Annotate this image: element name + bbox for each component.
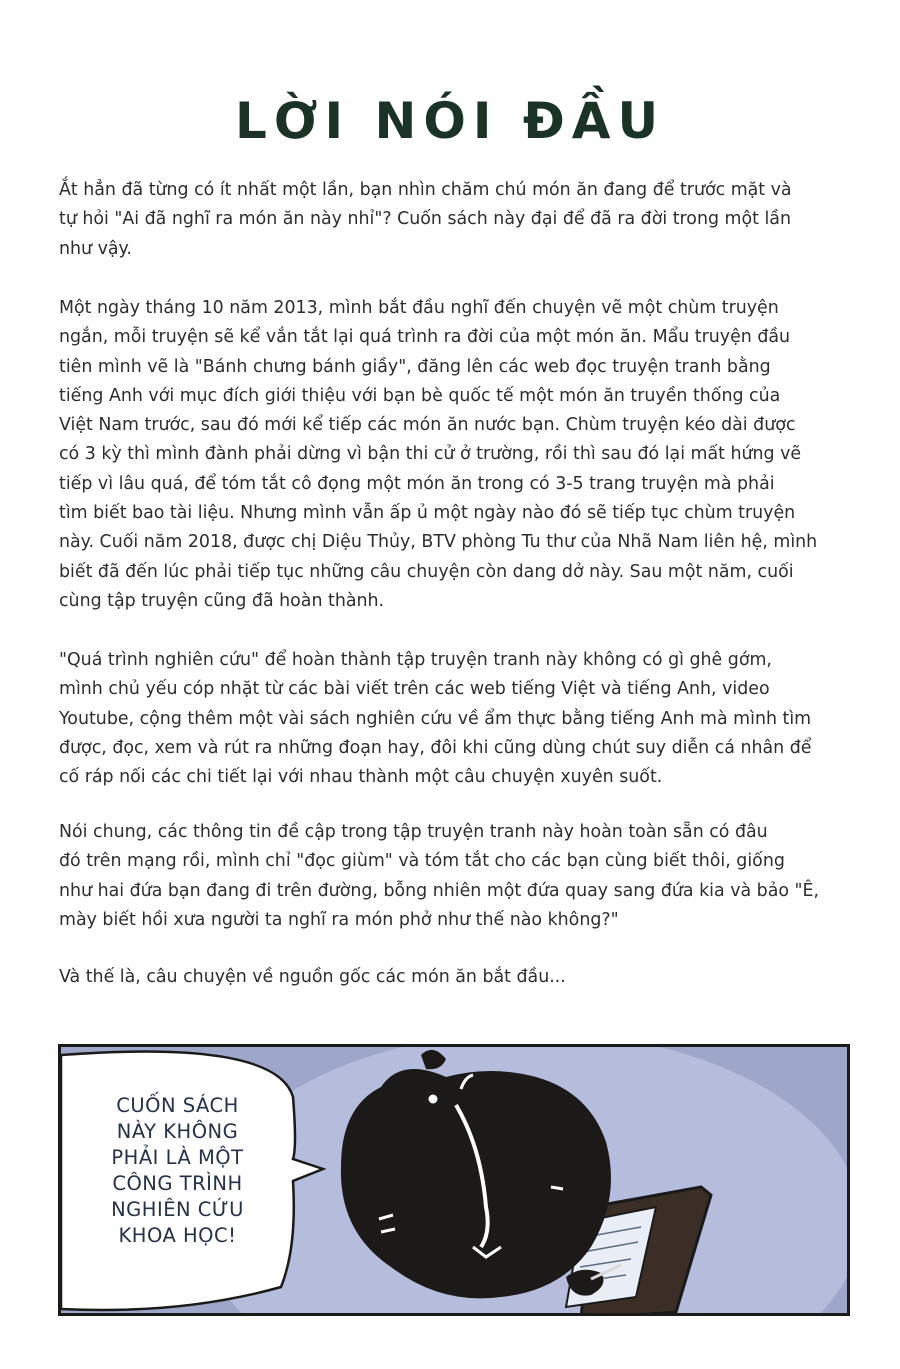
bubble-line: PHẢI LÀ MỘT — [111, 1146, 244, 1169]
text-line: Nói chung, các thông tin đề cập trong tập truyện tranh này hoàn toàn sẵn có đâu — [59, 822, 768, 842]
bubble-line: NÀY KHÔNG — [116, 1120, 239, 1143]
text-line: tiếp vì lâu quá, để tóm tắt cô đọng một món ăn trong có 3-5 trang truyện mà phải — [59, 473, 775, 494]
bubble-line: NGHIÊN CỨU — [111, 1198, 244, 1221]
text-line: biết đã đến lúc phải tiếp tục những câu chuyện còn dang dở này. Sau một năm, cuối — [59, 561, 794, 582]
character-eye — [429, 1095, 438, 1104]
character-mark — [551, 1187, 563, 1189]
paragraph-5 — [59, 963, 849, 992]
text-line: được, đọc, xem và rút ra những đoạn hay, đôi khi cũng dùng chút suy diễn cá nhân để — [59, 737, 812, 758]
text-line: Ắt hẳn đã từng có ít nhất một lần, bạn nhìn chăm chú món ăn đang để trước mặt và — [59, 180, 792, 200]
text-line: tự hỏi "Ai đã nghĩ ra món ăn này nhỉ"? Cuốn sách này đại để đã ra đời trong một lần — [59, 209, 791, 230]
paragraph-2 — [59, 294, 849, 616]
bubble-line: CÔNG TRÌNH — [112, 1172, 243, 1195]
text-line: cùng tập truyện cũng đã hoàn thành. — [59, 590, 385, 611]
text-line: như hai đứa bạn đang đi trên đường, bỗng nhiên một đứa quay sang đứa kia và bảo "Ê, — [59, 880, 820, 901]
paragraph-4 — [59, 818, 849, 935]
text-line: mình chủ yếu cóp nhặt từ các bài viết trên các web tiếng Việt và tiếng Anh, video — [59, 679, 770, 700]
text-line: đó trên mạng rồi, mình chỉ "đọc giùm" và tóm tắt cho các bạn cùng biết thôi, giống — [59, 851, 785, 872]
text-line: "Quá trình nghiên cứu" để hoàn thành tập truyện tranh này không có gì ghê gớm, — [59, 650, 772, 670]
bubble-line: CUỐN SÁCH — [116, 1094, 239, 1117]
text-line: Một ngày tháng 10 năm 2013, mình bắt đầu nghĩ đến chuyện vẽ một chùm truyện — [59, 298, 779, 318]
text-line: như vậy. — [59, 238, 132, 259]
text-line: tiếng Anh với mục đích giới thiệu với bạn bè quốc tế một món ăn truyền thống của — [59, 385, 781, 406]
speech-bubble-text — [95, 1093, 260, 1249]
text-line: này. Cuối năm 2018, được chị Diệu Thủy, BTV phòng Tu thư của Nhã Nam liên hệ, mình — [59, 532, 818, 553]
paragraph-3 — [59, 646, 849, 792]
text-line: có 3 kỳ thì mình đành phải dừng vì bận thi cử ở trường, rồi thì sau đó lại mất hứng vẽ — [59, 444, 802, 465]
text-line: Và thế là, câu chuyện về nguồn gốc các món ăn bắt đầu... — [59, 967, 566, 987]
page-title: LỜI NÓI ĐẦU — [234, 92, 666, 150]
text-line: cố ráp nối các chi tiết lại với nhau thành một câu chuyện xuyên suốt. — [59, 767, 663, 788]
paragraph-1 — [59, 176, 849, 264]
text-line: mày biết hồi xưa người ta nghĩ ra món phở như thế nào không?" — [59, 909, 619, 930]
text-line: Youtube, cộng thêm một vài sách nghiên cứu về ẩm thực bằng tiếng Anh mà mình tìm — [59, 708, 812, 729]
text-line: tiên mình vẽ là "Bánh chưng bánh giầy", đăng lên các web đọc truyện tranh bằng — [59, 356, 771, 377]
text-line: ngắn, mỗi truyện sẽ kể vắn tắt lại quá trình ra đời của một món ăn. Mẩu truyện đầu — [59, 327, 791, 348]
text-line: tìm biết bao tài liệu. Nhưng mình vẫn ấp ủ một ngày nào đó sẽ tiếp tục chùm truyện — [59, 503, 796, 524]
bubble-line: KHOA HỌC! — [118, 1224, 237, 1247]
text-line: Việt Nam trước, sau đó mới kể tiếp các món ăn nước bạn. Chùm truyện kéo dài được — [59, 415, 796, 436]
